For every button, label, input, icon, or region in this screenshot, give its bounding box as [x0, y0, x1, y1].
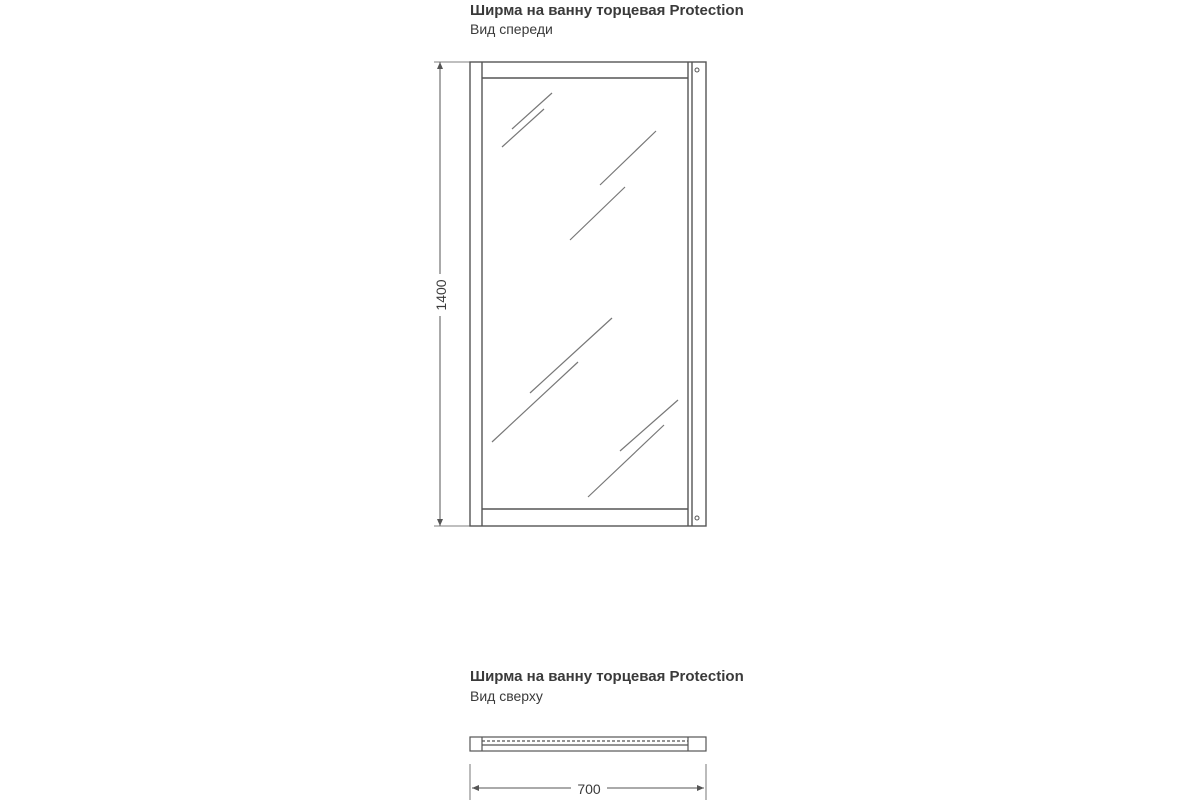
height-dimension: [431, 62, 470, 526]
top-view-drawing: [470, 737, 706, 751]
glass-reflections: [492, 93, 678, 497]
width-dimension: [470, 764, 706, 800]
width-dimension-label: 700: [577, 781, 601, 797]
top-view-subtitle: Вид сверху: [470, 688, 543, 704]
front-view-drawing: [470, 62, 706, 526]
screen-outer-frame: [470, 62, 706, 526]
fixing-point-top: [695, 68, 699, 72]
front-view-title: Ширма на ванну торцевая Protection: [470, 2, 744, 19]
height-dimension-label: 1400: [433, 279, 449, 311]
front-view-subtitle: Вид спереди: [470, 21, 553, 37]
top-view-title: Ширма на ванну торцевая Protection: [470, 668, 744, 685]
top-view-outer-profile: [470, 737, 706, 751]
fixing-point-bottom: [695, 516, 699, 520]
